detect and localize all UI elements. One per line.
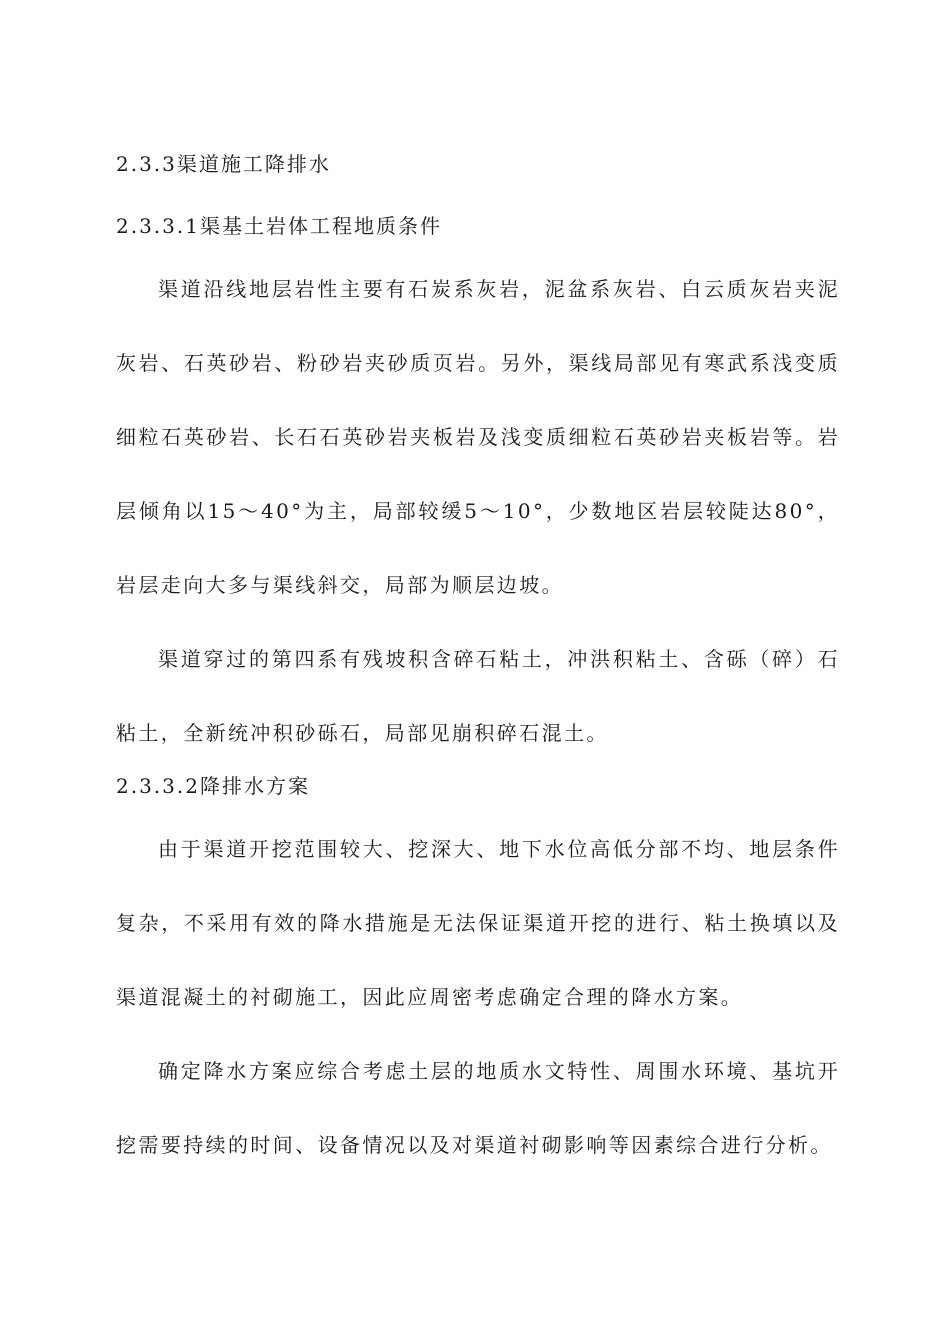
paragraph-dewatering-reason: 由于渠道开挖范围较大、挖深大、地下水位高低分部不均、地层条件复杂，不采用有效的降水措施是无法保证渠道开挖的进行、粘土换填以及渠道混凝土的衬砌施工，因此应周密考虑确定合理的降水方案。	[116, 837, 840, 1009]
paragraph-quaternary-soil: 渠道穿过的第四系有残坡积含碎石粘土，冲洪积粘土、含砾（碎）石粘土，全新统冲积砂砾石，局部见崩积碎石混土。	[116, 647, 840, 745]
paragraph-geology-strata: 渠道沿线地层岩性主要有石炭系灰岩，泥盆系灰岩、白云质灰岩夹泥灰岩、石英砂岩、粉砂岩夹砂质页岩。另外，渠线局部见有寒武系浅变质细粒石英砂岩、长石石英砂岩夹板岩及浅变质细粒石英砂岩夹板岩等。岩层倾角以15～40°为主，局部较缓5～10°，少数地区岩层较陡达80°，岩层走向大多与渠线斜交，局部为顺层边坡。	[116, 277, 840, 597]
section-heading-2-3-3-2: 2.3.3.2降排水方案	[116, 774, 310, 798]
section-heading-2-3-3: 2.3.3渠道施工降排水	[116, 152, 331, 176]
section-heading-2-3-3-1: 2.3.3.1渠基土岩体工程地质条件	[116, 214, 442, 238]
paragraph-dewatering-factors: 确定降水方案应综合考虑土层的地质水文特性、周围水环境、基坑开挖需要持续的时间、设备情况以及对渠道衬砌影响等因素综合进行分析。	[116, 1059, 840, 1157]
